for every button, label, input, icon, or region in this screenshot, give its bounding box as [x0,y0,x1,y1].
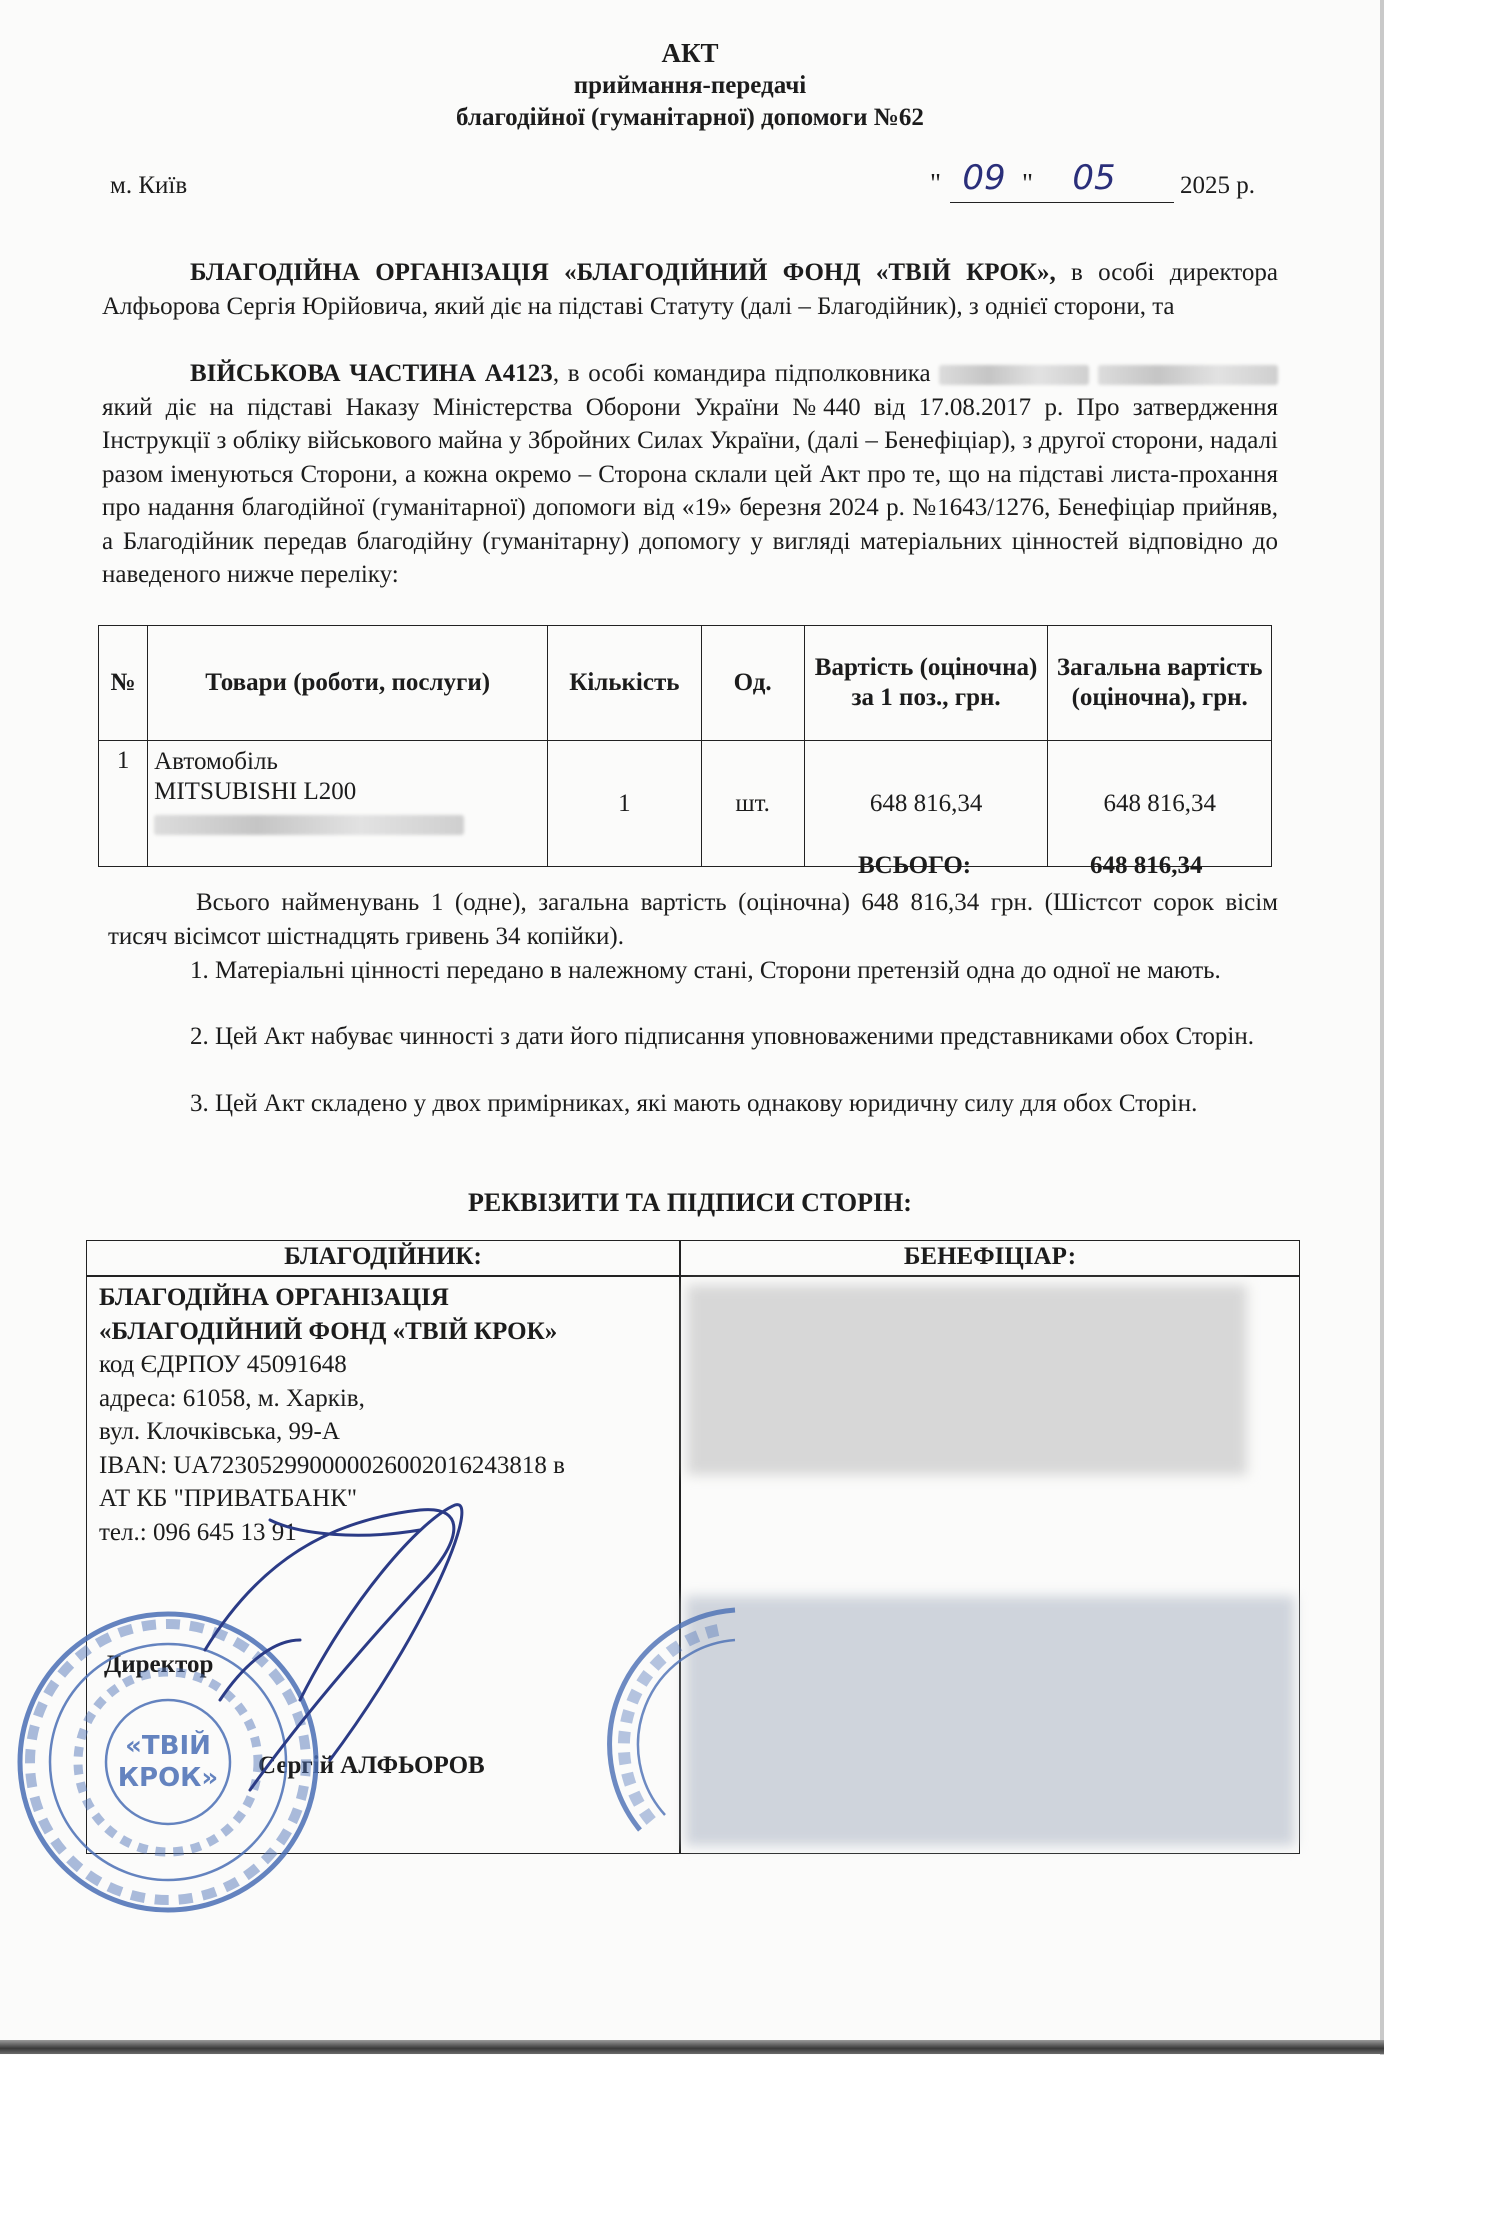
total-value: 648 816,34 [1090,852,1203,879]
redacted-commander-name-2 [1098,365,1278,385]
row-number: 1 [99,741,148,867]
col-total-price: Загальна вартість (оціночна), грн. [1048,626,1272,741]
col-goods: Товари (роботи, послуги) [148,626,548,741]
city: м. Київ [110,172,188,199]
row-quantity: 1 [548,741,701,867]
sheet-edge-shadow [0,2040,1384,2054]
items-table-header [99,626,1272,741]
donor-bank: АТ КБ "ПРИВАТБАНК" [99,1485,358,1512]
redacted-commander-name [939,365,1089,385]
clause-2: 2. Цей Акт набуває чинності з дати його підписання уповноваженими представниками обох Сторін. [190,1023,1254,1050]
date-day: 09 [950,158,1018,203]
director-name: Сергій АЛФЬОРОВ [258,1752,485,1779]
date-close-quote: " [1022,168,1034,198]
date-year: 2025 р. [1180,172,1255,199]
col-quantity: Кількість [548,626,701,741]
row-total-price: 648 816,34 [1048,741,1272,867]
director-title: Директор [104,1651,214,1678]
doc-subtitle-2: благодійної (гуманітарної) допомоги №62 [456,104,924,131]
donor-header: БЛАГОДІЙНИК: [284,1243,482,1270]
summary-paragraph: Всього найменувань 1 (одне), загальна вартість (оціночна) 648 816,34 грн. (Шістсот сорок вісім тисяч вісімсот шістнадцять гривень 34 копійки). [108,889,1278,950]
donor-org-rest: в особі директора Алфьорова Сергія Юрійовича, який діє на підставі Статуту (далі – Благодійник), з однієї сторони, та [102,259,1278,320]
requisites-column-divider [679,1241,681,1853]
intro-paragraph-beneficiary [102,357,1278,592]
donor-address-1: адреса: 61058, м. Харків, [99,1384,365,1412]
clause-3: 3. Цей Акт складено у двох примірниках, які мають однакову юридичну силу для обох Сторін. [190,1090,1198,1117]
redacted-vin [154,815,464,835]
doc-title: АКТ [661,38,719,68]
date-open-quote: " [930,168,942,198]
beneficiary-text-b: який діє на підставі Наказу Міністерства Оборони України №440 від 17.08.2017 р. Про затвердження Інструкції з обліку військового майна у Збройних Силах України, (далі – Бенефіціар), з другої сторони, надалі разом іменуються Сторони, а кожна окремо – Сторона склали цей Акт про те, що на підставі листа-прохання про надання благодійної (гуманітарної) допомоги від «19» березня 2024 р. №1643/1276, Бенефіціар прийняв, а Благодійник передав благодійну (гуманітарну) допомогу у вигляді матеріальних цінностей відповідно до наведеного нижче переліку: [102,393,1278,588]
row-unit-price: 648 816,34 [804,741,1048,867]
col-unit-price: Вартість (оціночна) за 1 поз., грн. [804,626,1048,741]
clause-1: 1. Матеріальні цінності передано в належному стані, Сторони претензій одна до одної не мають. [190,957,1221,984]
total-label: ВСЬОГО: [858,852,972,879]
donor-org-name: БЛАГОДІЙНА ОРГАНІЗАЦІЯ «БЛАГОДІЙНИЙ ФОНД «ТВІЙ КРОК», [190,259,1056,286]
beneficiary-unit-name: ВІЙСЬКОВА ЧАСТИНА А4123 [190,360,553,387]
donor-phone: тел.: 096 645 13 91 [99,1518,297,1546]
beneficiary-header: БЕНЕФІЦІАР: [903,1243,1077,1270]
col-unit: Од. [701,626,804,741]
row-item-line2: MITSUBISHI L200 [154,778,357,805]
row-item-line1: Автомобіль [154,748,278,775]
requisites-header-divider [87,1275,1299,1277]
doc-subtitle: приймання-передачі [573,72,807,99]
intro-paragraph-donor [102,256,1278,323]
items-table [98,625,1272,867]
beneficiary-text-a: , в особі командира підполковника [552,360,940,387]
donor-name-line2: «БЛАГОДІЙНИЙ ФОНД «ТВІЙ КРОК» [99,1317,558,1345]
row-item [148,741,548,867]
donor-edrpou: код ЄДРПОУ 45091648 [99,1351,347,1378]
table-row [99,741,1272,867]
col-number: № [99,626,148,741]
donor-address-2: вул. Клочківська, 99-А [99,1418,340,1445]
redacted-beneficiary-signature [685,1596,1295,1846]
requisites-title: РЕКВІЗИТИ ТА ПІДПИСИ СТОРІН: [468,1188,912,1217]
date-month: 05 [1014,158,1174,203]
donor-details [99,1281,565,1549]
donor-name-line1: БЛАГОДІЙНА ОРГАНІЗАЦІЯ [99,1284,449,1311]
donor-iban: IBAN: UA723052990000026002016243818 в [99,1451,565,1479]
row-unit: шт. [701,741,804,867]
redacted-beneficiary-details [687,1285,1247,1475]
donor-stamp-center-text: «ТВІЙ [125,1731,211,1761]
svg-text:КРОК»: КРОК» [117,1763,219,1793]
